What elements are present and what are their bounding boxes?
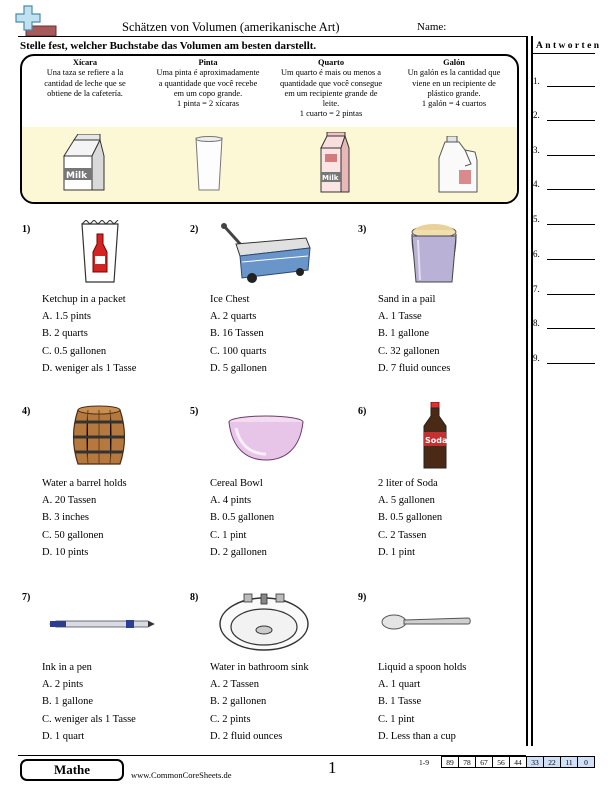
answer-row[interactable]: [533, 284, 595, 296]
answer-row[interactable]: [533, 179, 595, 191]
question-number: 4): [22, 406, 31, 417]
option-d[interactable]: D. 1 pint: [378, 546, 416, 558]
answer-number: 5.: [533, 214, 540, 224]
answer-row[interactable]: [533, 318, 595, 330]
answer-number: 2.: [533, 110, 540, 120]
option-b[interactable]: B. 2 gallonen: [210, 696, 267, 708]
question-1: [42, 291, 136, 377]
option-b[interactable]: B. 1 gallone: [378, 328, 430, 340]
question-prompt: Water in bathroom sink: [210, 662, 309, 673]
unit-description-line: viene en un recipiente de: [412, 78, 496, 88]
milk-carton-icon: [60, 134, 106, 192]
option-c[interactable]: C. 1 pint: [378, 713, 415, 725]
score-cell: 78: [459, 757, 476, 768]
soda-label: Soda: [425, 436, 448, 445]
unit-description-line: Um quarto é mais ou menos a: [280, 68, 381, 78]
score-table: [441, 756, 595, 768]
answer-column-border: [526, 36, 528, 746]
milk-glass-icon: [194, 136, 224, 192]
unit-gallon: [392, 58, 516, 109]
answer-number: 1.: [533, 76, 540, 86]
unit-description-line: cantidad de leche que se: [44, 78, 126, 88]
question-number: 7): [22, 592, 31, 603]
question-4: [42, 475, 127, 561]
unit-description-line: Un galón es la cantidad que: [407, 68, 501, 78]
question-7: [42, 659, 136, 745]
question-prompt: Ketchup in a packet: [42, 294, 126, 305]
score-cell: 56: [493, 757, 510, 768]
option-c[interactable]: C. 32 gallonen: [378, 345, 440, 357]
question-8: [210, 659, 309, 745]
unit-description-line: 1 cuarto = 2 pintas: [299, 109, 363, 119]
site-url[interactable]: www.CommonCoreSheets.de: [131, 770, 232, 780]
question-number: 3): [358, 224, 367, 235]
question-prompt: Cereal Bowl: [210, 478, 263, 489]
question-prompt: Ink in a pen: [42, 662, 92, 673]
unit-reference-box: [20, 54, 519, 204]
question-prompt: Water a barrel holds: [42, 478, 127, 489]
page-number: 1: [328, 758, 337, 777]
answer-heading-divider: [533, 53, 595, 54]
answer-line[interactable]: [547, 294, 595, 295]
ice-chest-icon: [218, 220, 314, 284]
bathroom-sink-icon: [218, 590, 310, 652]
answer-number: 4.: [533, 179, 540, 189]
option-c[interactable]: C. 1 pint: [210, 529, 247, 541]
question-prompt: 2 liter of Soda: [378, 478, 438, 489]
unit-description-line: Uma pinta é aproximadamente: [156, 68, 260, 78]
question-prompt: Liquid a spoon holds: [378, 662, 467, 673]
option-c[interactable]: C. 0.5 gallonen: [42, 345, 107, 357]
score-range: 1-9: [419, 758, 429, 767]
unit-description-line: obtiene de la cafetería.: [47, 88, 123, 98]
barrel-icon: [70, 404, 128, 470]
ketchup-packet-icon: [80, 220, 120, 286]
header-divider: [18, 36, 526, 37]
option-a[interactable]: A. 1.5 pints: [42, 311, 92, 323]
answer-line[interactable]: [547, 86, 595, 87]
option-c[interactable]: C. 50 gallonen: [42, 529, 104, 541]
option-a[interactable]: A. 2 Tassen: [210, 679, 259, 691]
answer-line[interactable]: [547, 120, 595, 121]
option-d[interactable]: D. 2 fluid ounces: [210, 730, 283, 742]
unit-cup: [23, 58, 147, 99]
unit-description-line: em um recipiente grande de: [284, 88, 378, 98]
option-b[interactable]: B. 0.5 gallonen: [378, 512, 443, 524]
unit-description-line: 1 galón = 4 cuartos: [421, 99, 487, 109]
unit-quart: [269, 58, 393, 120]
answer-number: 3.: [533, 145, 540, 155]
answer-line[interactable]: [547, 155, 595, 156]
unit-description-line: a quantidade que você recebe: [158, 78, 258, 88]
option-d[interactable]: D. 1 quart: [42, 730, 85, 742]
unit-name: Pinta: [198, 58, 218, 67]
answer-row[interactable]: [533, 110, 595, 122]
answer-row[interactable]: [533, 353, 595, 365]
answer-number: 8.: [533, 318, 540, 328]
unit-description-line: 1 pinta = 2 xícaras: [177, 99, 239, 109]
answer-line[interactable]: [547, 224, 595, 225]
answer-number: 9.: [533, 353, 540, 363]
soda-bottle-icon: [420, 402, 450, 472]
score-cell: 44: [510, 757, 527, 768]
answer-number: 7.: [533, 284, 540, 294]
answer-row[interactable]: [533, 76, 595, 88]
instructions: Stelle fest, welcher Buchstabe das Volumen am besten darstellt.: [20, 40, 317, 52]
answer-column-border: [531, 36, 533, 746]
answer-row[interactable]: [533, 214, 595, 226]
score-cell: 22: [544, 757, 561, 768]
option-a[interactable]: A. 1 quart: [378, 679, 421, 691]
question-3: [378, 291, 450, 377]
option-c[interactable]: C. weniger als 1 Tasse: [42, 713, 136, 725]
option-a[interactable]: A. 1 Tasse: [378, 311, 422, 323]
answer-line[interactable]: [547, 328, 595, 329]
option-d[interactable]: D. 2 gallonen: [210, 546, 267, 558]
answer-line[interactable]: [547, 189, 595, 190]
unit-description-line: plástico grande.: [427, 88, 481, 98]
option-b[interactable]: B. 3 inches: [42, 512, 89, 524]
score-cell: 67: [476, 757, 493, 768]
milk-jug-icon: [435, 136, 479, 194]
unit-name: Quarto: [317, 58, 345, 67]
unit-name: Galón: [443, 58, 465, 67]
option-c[interactable]: C. 100 quarts: [210, 345, 267, 357]
option-d[interactable]: D. 5 gallonen: [210, 362, 267, 374]
answer-number: 6.: [533, 249, 540, 259]
cereal-bowl-icon: [226, 414, 306, 464]
option-c[interactable]: C. 2 pints: [210, 713, 251, 725]
option-b[interactable]: B. 1 gallone: [42, 696, 94, 708]
answer-line[interactable]: [547, 363, 595, 364]
unit-pint: [146, 58, 270, 109]
option-a[interactable]: A. 4 pints: [210, 495, 252, 507]
option-d[interactable]: D. 7 fluid ounces: [378, 362, 451, 374]
name-label: Name:: [417, 21, 447, 33]
option-a[interactable]: A. 20 Tassen: [42, 495, 97, 507]
score-cell: 11: [561, 757, 578, 768]
subject-badge: Mathe: [20, 759, 124, 781]
unit-description-line: quantidade que você consegue: [279, 78, 383, 88]
question-5: [210, 475, 274, 561]
answer-line[interactable]: [547, 259, 595, 260]
plus-logo-icon: [14, 4, 58, 38]
question-number: 8): [190, 592, 199, 603]
answer-row[interactable]: [533, 249, 595, 261]
question-prompt: Ice Chest: [210, 294, 250, 305]
unit-description-line: Una taza se refiere a la: [46, 68, 124, 78]
question-number: 6): [358, 406, 367, 417]
quart-label: Milk: [322, 174, 339, 182]
option-d[interactable]: D. Less than a cup: [378, 730, 456, 742]
option-c[interactable]: C. 2 Tassen: [378, 529, 427, 541]
score-cell: 0: [578, 757, 595, 768]
pen-icon: [48, 617, 156, 631]
answer-row[interactable]: [533, 145, 595, 157]
score-cell: 33: [527, 757, 544, 768]
option-b[interactable]: B. 16 Tassen: [210, 328, 264, 340]
question-2: [210, 291, 267, 377]
carton-label: Milk: [66, 171, 88, 181]
question-number: 9): [358, 592, 367, 603]
question-number: 5): [190, 406, 199, 417]
option-b[interactable]: B. 0.5 gallonen: [210, 512, 275, 524]
question-9: [378, 659, 466, 745]
question-number: 1): [22, 224, 31, 235]
option-d[interactable]: D. 10 pints: [42, 546, 89, 558]
question-number: 2): [190, 224, 199, 235]
unit-name: Xícara: [72, 58, 98, 67]
question-6: [378, 475, 442, 561]
option-a[interactable]: A. 5 gallonen: [378, 495, 435, 507]
option-a[interactable]: A. 2 pints: [42, 679, 84, 691]
unit-description-line: leite.: [322, 99, 340, 109]
milk-quart-carton-icon: [317, 132, 351, 194]
option-b[interactable]: B. 1 Tasse: [378, 696, 422, 708]
answer-heading: Antworten: [536, 41, 602, 51]
question-prompt: Sand in a pail: [378, 294, 436, 305]
unit-description-line: em um copo grande.: [173, 88, 243, 98]
sand-pail-icon: [406, 220, 462, 286]
score-cell: 89: [442, 757, 459, 768]
page-title: Schätzen von Volumen (amerikanische Art): [122, 20, 340, 34]
option-d[interactable]: D. weniger als 1 Tasse: [42, 362, 137, 374]
spoon-icon: [380, 610, 472, 634]
option-a[interactable]: A. 2 quarts: [210, 311, 257, 323]
option-b[interactable]: B. 2 quarts: [42, 328, 88, 340]
